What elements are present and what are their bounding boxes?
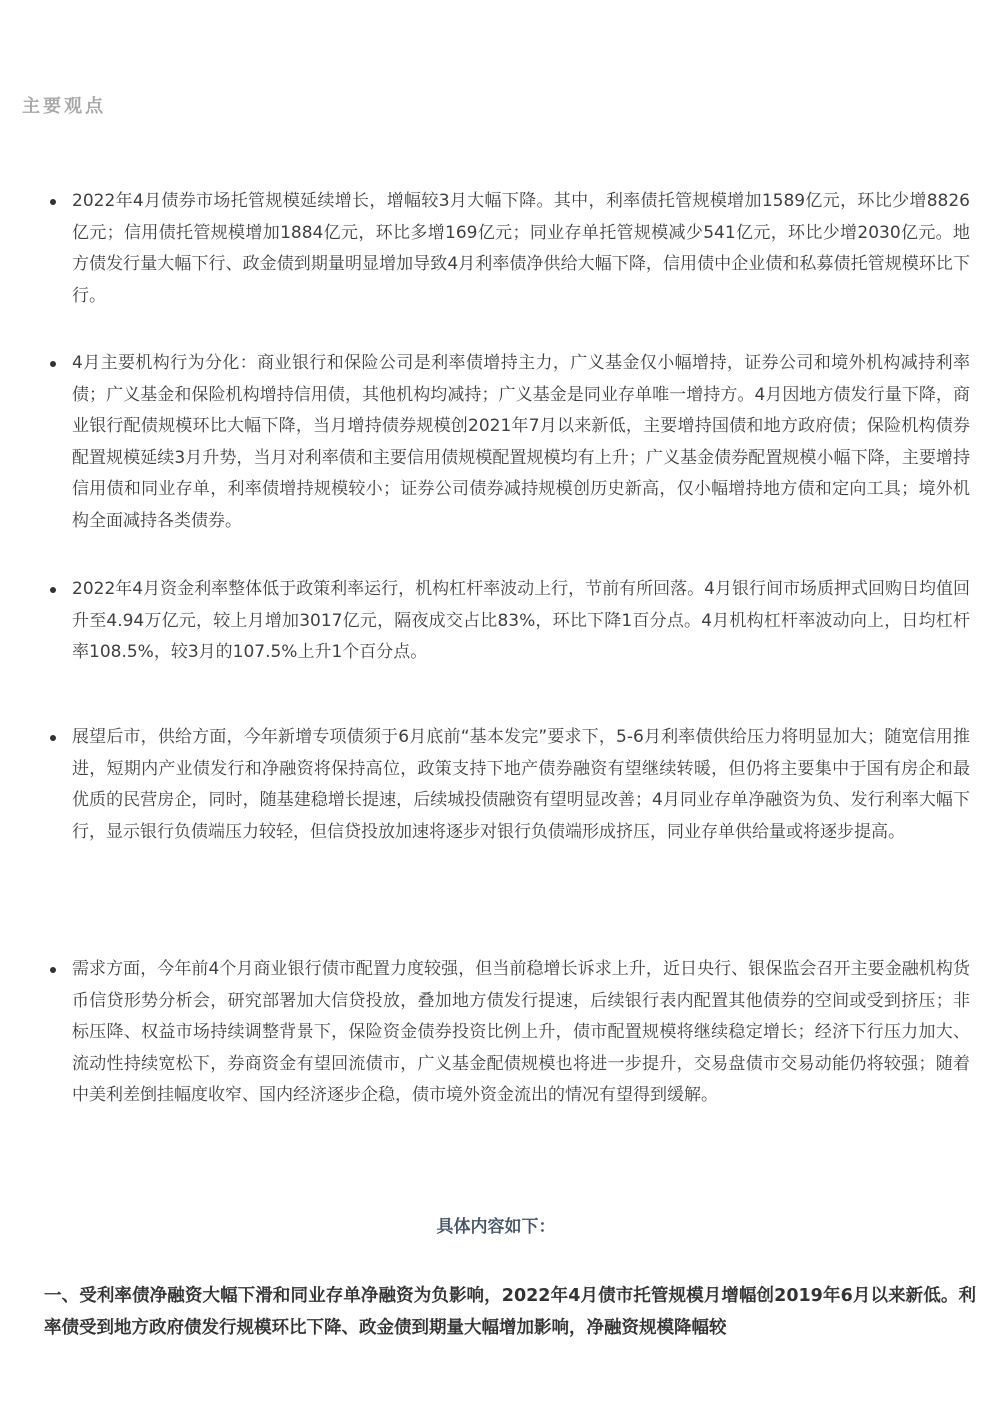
section-one-paragraph: 一、受利率债净融资大幅下滑和同业存单净融资为负影响，2022年4月债市托管规模月增幅创2019年6月以来新低。利率债受到地方政府债发行规模环比下降、政金债到期量大幅增加影响，净融资规模降幅较 (44, 1286, 976, 1338)
list-item (50, 348, 970, 537)
bullet-text: 4月主要机构行为分化：商业银行和保险公司是利率债增持主力，广义基金仅小幅增持，证券公司和境外机构减持利率债；广义基金和保险机构增持信用债，其他机构均减持；广义基金是同业存单唯一增持方。4月因地方债发行量下降，商业银行配债规模环比大幅下降，当月增持债券规模创2021年7月以来新低，主要增持国债和地方政府债；保险机构债券配置规模延续3月升势，当月对利率债和主要信用债规模配置规模均有上升；广义基金债券配置规模小幅下降，主要增持信用债和同业存单，利率债增持规模较小；证券公司债券减持规模创历史新高，仅小幅增持地方债和定向工具；境外机构全面减持各类债券。 (72, 353, 970, 531)
bullet-text: 2022年4月债券市场托管规模延续增长，增幅较3月大幅下降。其中，利率债托管规模增加1589亿元，环比少增8826亿元；信用债托管规模增加1884亿元，环比多增169亿元；同业存单托管规模减少541亿元，环比少增2030亿元。地方债发行量大幅下行、政金债到期量明显增加导致4月利率债净供给大幅下降，信用债中企业债和私募债托管规模环比下行。 (72, 191, 970, 306)
bullet-text: 2022年4月资金利率整体低于政策利率运行，机构杠杆率波动上行，节前有所回落。4月银行间市场质押式回购日均值回升至4.94万亿元，较上月增加3017亿元，隔夜成交占比83%，环比下降1百分点。4月机构杠杆率波动向上，日均杠杆率108.5%，较3月的107.5%上升1个百分点。 (72, 579, 970, 662)
bullet-dot (50, 735, 56, 741)
bullet-text: 展望后市，供给方面，今年新增专项债须于6月底前“基本发完”要求下，5-6月利率债供给压力将明显加大；随宽信用推进，短期内产业债发行和净融资将保持高位，政策支持下地产债券融资有望继续转暖，但仍将主要集中于国有房企和最优质的民营房企，同时，随基建稳增长提速，后续城投债融资有望明显改善；4月同业存单净融资为负、发行利率大幅下行，显示银行负债端压力较轻，但信贷投放加速将逐步对银行负债端形成挤压，同业存单供给量或将逐步提高。 (72, 727, 970, 842)
bullet-dot (50, 967, 56, 973)
bullet-dot (50, 361, 56, 367)
list-item (50, 574, 970, 669)
content-subheading: 具体内容如下： (436, 1217, 556, 1237)
list-item (50, 186, 970, 312)
bullet-dot (50, 199, 56, 205)
bullet-dot (50, 587, 56, 593)
section-title-main-points: 主要观点 (22, 96, 106, 117)
list-item (50, 722, 970, 848)
bullet-text: 需求方面，今年前4个月商业银行债市配置力度较强，但当前稳增长诉求上升，近日央行、银保监会召开主要金融机构货币信贷形势分析会，研究部署加大信贷投放，叠加地方债发行提速，后续银行表内配置其他债券的空间或受到挤压；非标压降、权益市场持续调整背景下，保险资金债券投资比例上升，债市配置规模将继续稳定增长；经济下行压力加大、流动性持续宽松下，券商资金有望回流债市，广义基金配债规模也将进一步提升，交易盘债市交易动能仍将较强；随着中美利差倒挂幅度收窄、国内经济逐步企稳，债市境外资金流出的情况有望得到缓解。 (72, 959, 970, 1105)
list-item (50, 954, 970, 1112)
